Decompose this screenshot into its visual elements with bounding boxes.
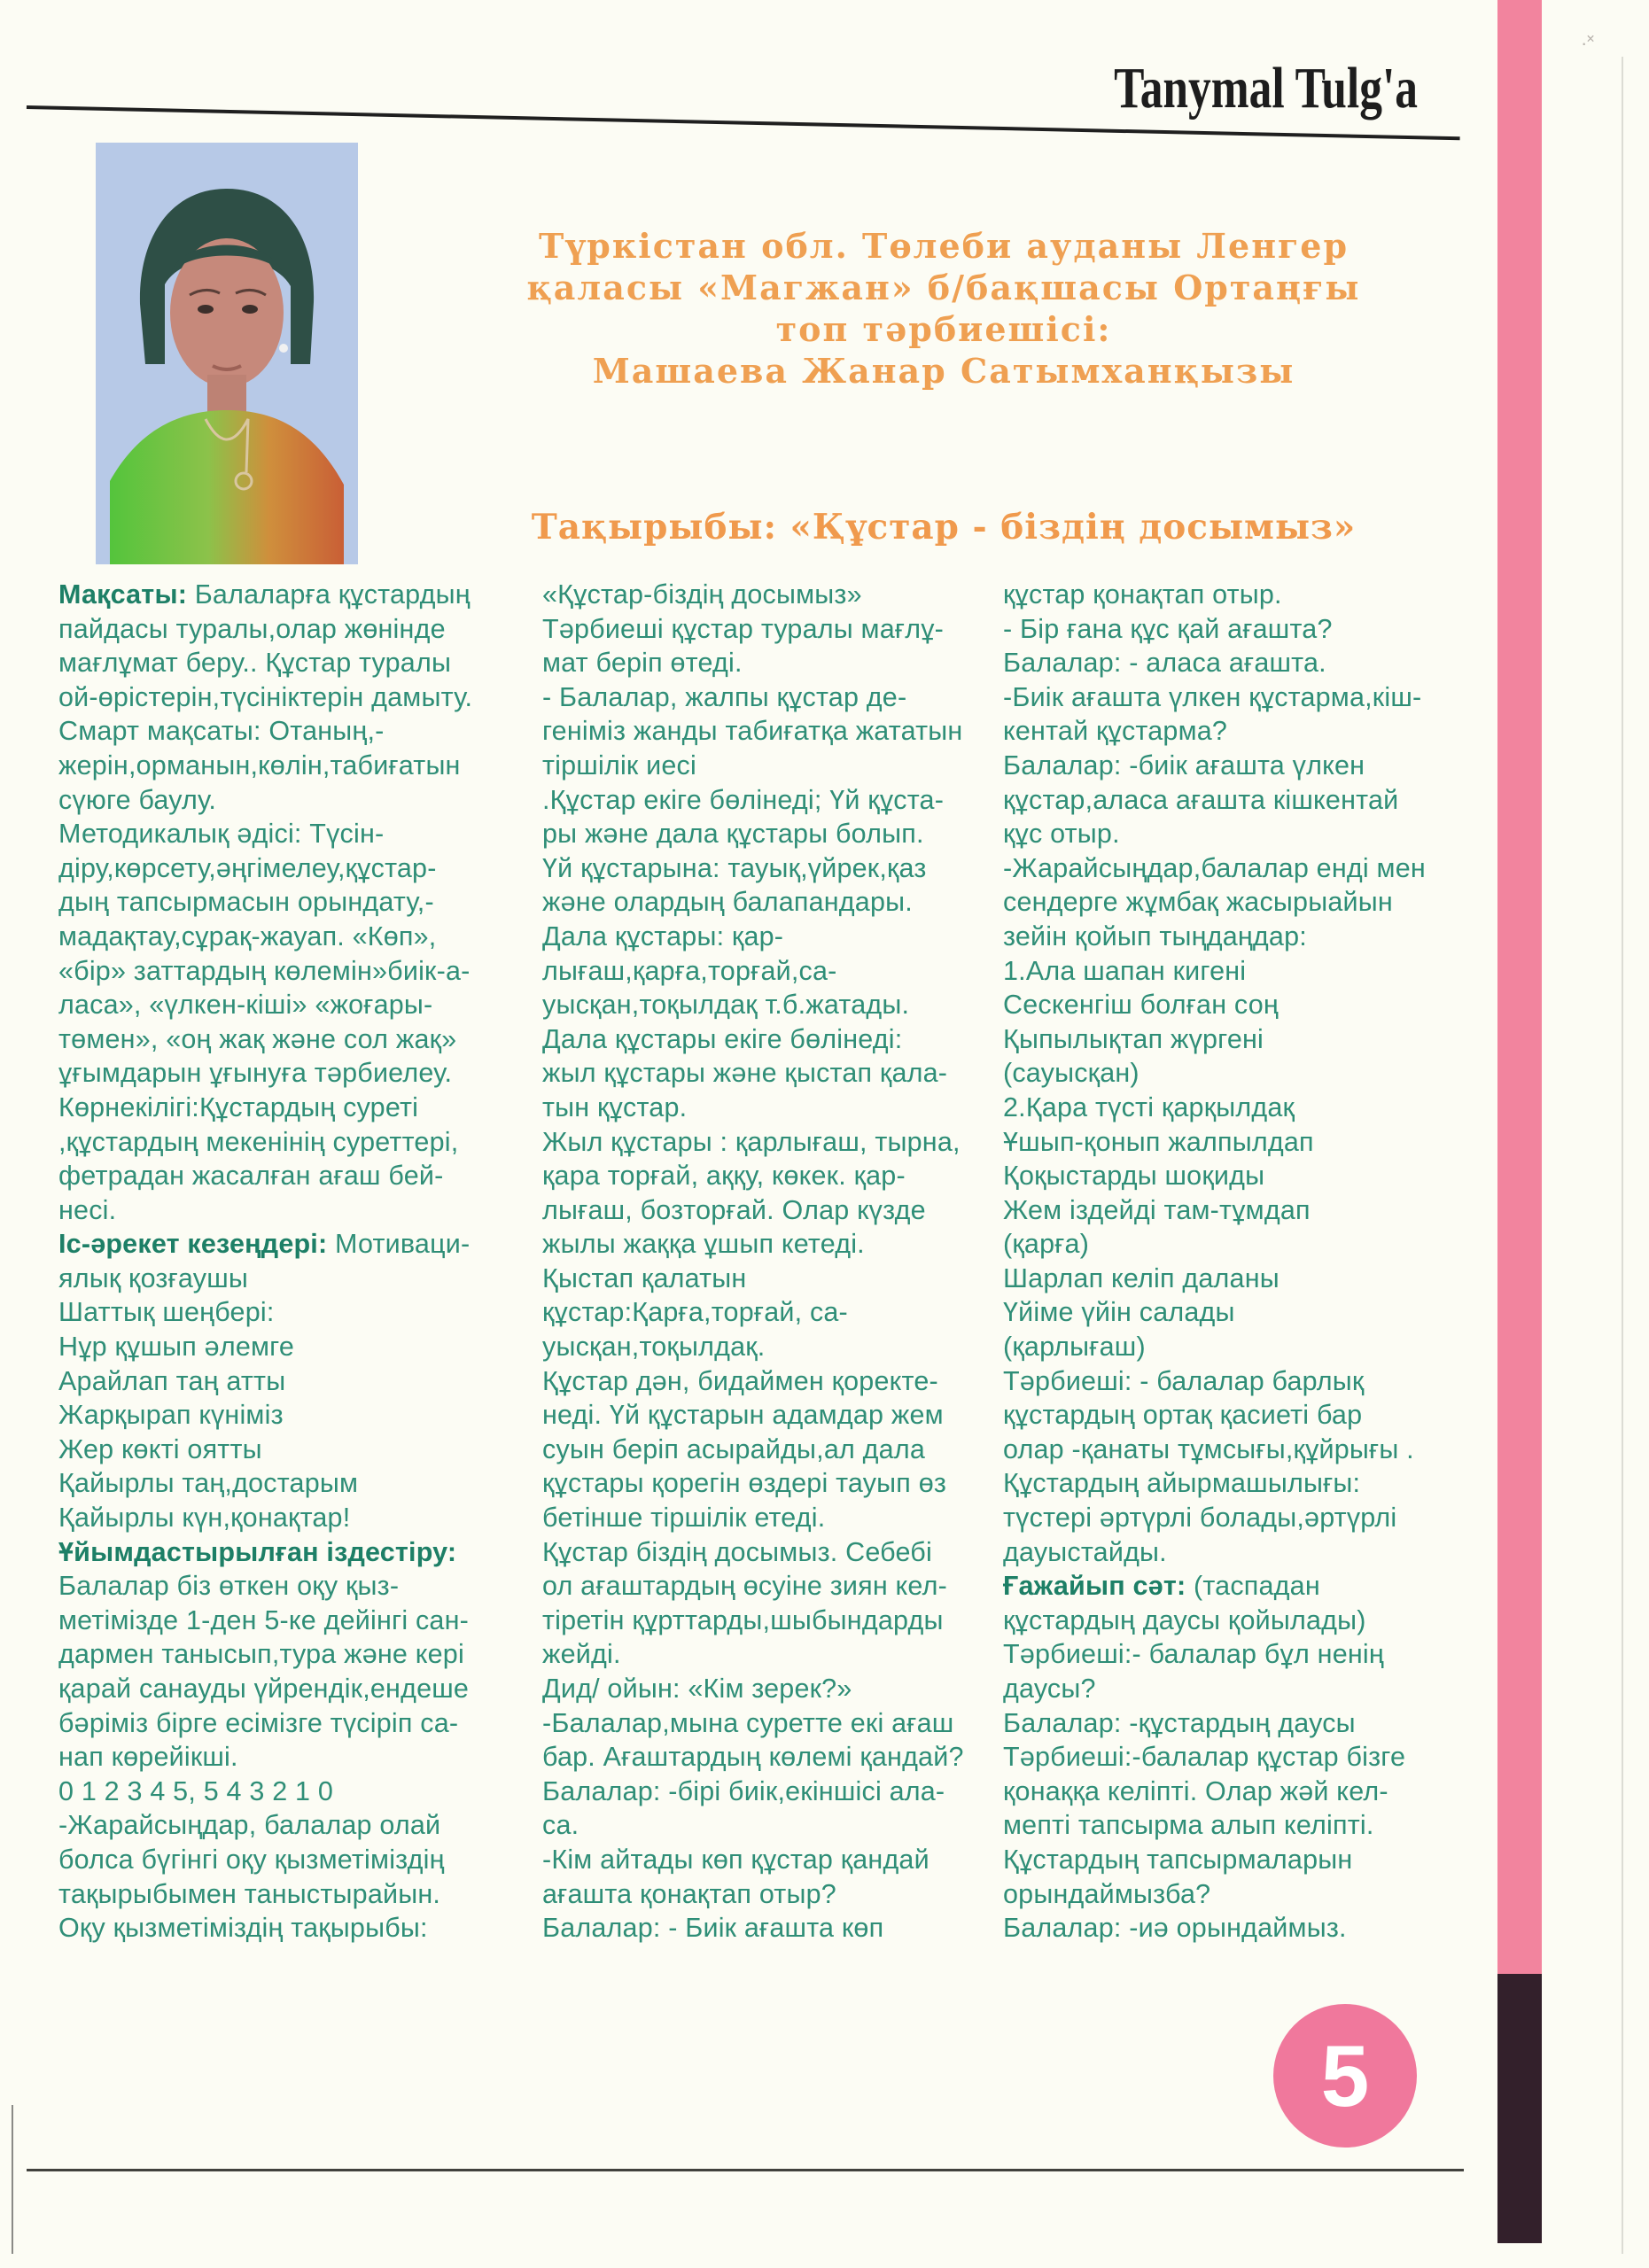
bottom-rule — [27, 2169, 1464, 2171]
text-line: -Кім айтады көп құстар қандай — [542, 1844, 930, 1875]
text-line: Құстар біздің досымыз. Себебі — [542, 1536, 932, 1567]
text-line: Балалар: - аласа ағашта. — [1003, 648, 1326, 679]
text-line: зейін қойып тыңдаңдар: — [1003, 920, 1307, 951]
text-line: құстар қонақтап отыр. — [1003, 579, 1282, 610]
text-line: құстары қорегін өздері тауып өз — [542, 1468, 947, 1499]
text-line: -Балалар,мына суретте екі ағаш — [542, 1707, 954, 1738]
text-line: ол ағаштардың өсуіне зиян кел- — [542, 1571, 947, 1602]
text-line: Нұр құшып әлемге — [58, 1332, 294, 1363]
text-line: Ұшып-қонып жалпылдап — [1003, 1126, 1314, 1157]
text-line: (қарға) — [1003, 1229, 1090, 1260]
text-line: құстардың даусы қойылады) — [1003, 1604, 1366, 1635]
page-edge-left — [12, 2105, 13, 2254]
text-line: уысқан,тоқылдақ. — [542, 1332, 766, 1363]
text-line: «бір» заттардың көлемін»биік-а- — [58, 955, 471, 986]
text-line: ялық қозғаушы — [58, 1262, 248, 1293]
text-line: қара торғай, аққу, көкек. қар- — [542, 1161, 906, 1192]
text-line: лығаш, бозторғай. Олар күзде — [542, 1194, 926, 1225]
text-line: несі. — [58, 1194, 117, 1225]
text-line: ұғымдарын ұғынуға тәрбиелеу. — [58, 1058, 453, 1089]
text-line: топ тәрбиешісі: — [775, 309, 1112, 349]
text-line: -Жарайсыңдар,балалар енді мен — [1003, 852, 1426, 883]
text-line: қаласы «Магжан» б/бақшасы Ортаңғы — [526, 268, 1361, 307]
text-line: .Құстар екіге бөлінеді; Үй құста- — [542, 784, 945, 815]
text-line: сүюге баулу. — [58, 784, 217, 815]
text-line: ағашта қонақтап отыр? — [542, 1878, 836, 1909]
text-line: (қарлығаш) — [1003, 1332, 1146, 1363]
text-line: -Биік ағашта үлкен құстарма,кіш- — [1003, 681, 1422, 712]
text-line: -Жарайсыңдар, балалар олай — [58, 1810, 441, 1841]
text-line: діру,көрсету,әңгімелеу,құстар- — [58, 852, 437, 883]
text-column-3 — [1003, 578, 1504, 1946]
text-line: Оқу қызметіміздің тақырыбы: — [58, 1913, 428, 1944]
text-line: Құстардың тапсырмаларын — [1003, 1844, 1353, 1875]
text-line: Машаева Жанар Сатымханқызы — [592, 351, 1295, 391]
text-line: са. — [542, 1810, 579, 1841]
text-line: Балалар: -құстардың даусы — [1003, 1707, 1356, 1738]
page-edge-right — [1622, 57, 1623, 2254]
text-line: фетрадан жасалған ағаш бей- — [58, 1161, 444, 1192]
text-line: жейді. — [542, 1639, 621, 1670]
text-line: мадақтау,сұрақ-жауап. «Көп», — [58, 920, 437, 951]
text-line: төмен», «оң жақ және сол жақ» — [58, 1023, 457, 1054]
text-line: қонаққа келіпті. Олар жәй кел- — [1003, 1775, 1388, 1806]
text-line: уысқан,тоқылдақ т.б.жатады. — [542, 990, 910, 1021]
text-line: болса бүгінгі оқу қызметіміздің — [58, 1844, 445, 1875]
eye-left — [198, 305, 214, 314]
page-number-badge — [1273, 2004, 1417, 2148]
text-line: пайдасы туралы,олар жөнінде — [58, 613, 446, 644]
text-line: суын беріп асырайды,ал дала — [542, 1433, 925, 1464]
text-line: ,құстардың мекенінің суреттері, — [58, 1126, 459, 1157]
text-line: дың тапсырмасын орындату,- — [58, 887, 434, 918]
text-line: кентай құстарма? — [1003, 716, 1228, 747]
text-line: Балалар: - Биік ағашта көп — [542, 1913, 884, 1944]
text-line: құстар:Қарға,торғай, са- — [542, 1297, 848, 1328]
text-line: Тәрбиеші: - балалар барлық — [1003, 1365, 1365, 1396]
text-line: Методикалық әдісі: Түсін- — [58, 819, 385, 850]
text-line: құс отыр. — [1003, 819, 1120, 850]
text-line: Үй құстарына: тауық,үйрек,қаз — [542, 852, 927, 883]
text-line: олар -қанаты тұмсығы,құйрығы . — [1003, 1433, 1414, 1464]
magazine-title: Tanymal Tulg'a — [1114, 56, 1418, 120]
text-line: бар. Ағаштардың көлемі қандай? — [542, 1742, 964, 1773]
text-line: дауыстайды. — [1003, 1536, 1167, 1567]
text-line: - Балалар, жалпы құстар де- — [542, 681, 907, 712]
text-line: Балалар: -иә орындаймыз. — [1003, 1913, 1347, 1944]
text-line: 0 1 2 3 4 5, 5 4 3 2 1 0 — [58, 1775, 334, 1806]
text-line: түстері әртүрлі болады,әртүрлі — [1003, 1503, 1397, 1534]
text-line: жыл құстары және қыстап қала- — [542, 1058, 948, 1089]
text-line: Балалар біз өткен оқу қыз- — [58, 1571, 400, 1602]
text-line: тақырыбымен таныстырайын. — [58, 1878, 441, 1909]
text-line: Құстар дән, бидаймен қоректе- — [542, 1365, 938, 1396]
text-line: Құстардың айырмашылығы: — [1003, 1468, 1361, 1499]
text-line: Балалар: -биік ағашта үлкен — [1003, 750, 1365, 781]
text-line: Балалар: -бірі биік,екіншісі ала- — [542, 1775, 945, 1806]
text-line: неді. Үй құстарын адамдар жем — [542, 1400, 944, 1431]
text-line: сендерге жұмбақ жасырыайын — [1003, 887, 1393, 918]
page-number: 5 — [1320, 2026, 1370, 2124]
text-line: Мақсаты: Балаларға құстардың — [58, 579, 471, 610]
text-line: - Бір ғана құс қай ағашта? — [1003, 613, 1333, 644]
text-line: Түркістан обл. Төлеби ауданы Ленгер — [538, 226, 1350, 266]
text-line: Шаттық шеңбері: — [58, 1297, 275, 1328]
text-line: Смарт мақсаты: Отаның,- — [58, 716, 385, 747]
text-line: 1.Ала шапан кигені — [1003, 955, 1247, 986]
text-line: мат беріп өтеді. — [542, 648, 743, 679]
text-line: 2.Қара түсті қарқылдақ — [1003, 1091, 1295, 1122]
text-line: Дала құстары: қар- — [542, 920, 784, 951]
text-line: бетінше тіршілік етеді. — [542, 1503, 826, 1534]
text-line: Жыл құстары : қарлығаш, тырна, — [542, 1126, 961, 1157]
text-line: Қыпылықтап жүргені — [1003, 1023, 1264, 1054]
right-accent-stripe-dark — [1497, 1974, 1542, 2243]
text-line: (сауысқан) — [1003, 1058, 1140, 1089]
text-line: тіретін құрттарды,шыбындарды — [542, 1604, 944, 1635]
text-line: жерін,орманын,көлін,табиғатын — [58, 750, 461, 781]
text-line: Тәрбиеші құстар туралы мағлұ- — [542, 613, 945, 644]
text-line: құстардың ортақ қасиеті бар — [1003, 1400, 1363, 1431]
text-line: Жер көкті оятты — [58, 1433, 262, 1464]
text-line: Шарлап келіп даланы — [1003, 1262, 1280, 1293]
text-line: тіршілік иесі — [542, 750, 696, 781]
text-column-1 — [58, 578, 541, 1946]
right-accent-stripe — [1497, 0, 1542, 1974]
text-line: құстар,аласа ағашта кішкентай — [1003, 784, 1399, 815]
text-column-2 — [542, 578, 1012, 1946]
text-line: даусы? — [1003, 1674, 1096, 1704]
text-line: Жем іздейді там-тұмдап — [1003, 1194, 1311, 1225]
text-line: Үйіме үйін салады — [1003, 1297, 1235, 1328]
text-line: Дала құстары екіге бөлінеді: — [542, 1023, 903, 1054]
text-line: Сескенгіш болған соң — [1003, 990, 1279, 1021]
text-line: Дид/ ойын: «Кім зерек?» — [542, 1674, 852, 1704]
text-line: Қоқыстарды шоқиды — [1003, 1161, 1265, 1192]
text-line: Ғажайып сәт: (таспадан — [1003, 1571, 1320, 1602]
text-line: Тәрбиеші:-балалар құстар бізге — [1003, 1742, 1406, 1773]
text-line: Қайырлы таң,достарым — [58, 1468, 359, 1499]
text-line: мағлұмат беру.. Құстар туралы — [58, 648, 452, 679]
topic-heading: Тақырыбы: «Құстар - біздің досымыз» — [531, 507, 1357, 548]
text-line: Қыстап қалатын — [542, 1262, 747, 1293]
text-line: ласа», «үлкен-кіші» «жоғары- — [58, 990, 433, 1021]
text-line: Қайырлы күн,қонақтар! — [58, 1503, 351, 1534]
portrait-photo — [96, 143, 358, 564]
text-line: қарай санауды үйрендік,ендеше — [58, 1674, 470, 1704]
text-line: метімізде 1-ден 5-ке дейінгі сан- — [58, 1604, 469, 1635]
text-line: тын құстар. — [542, 1091, 688, 1122]
text-line: ой-өрістерін,түсініктерін дамыту. — [58, 681, 473, 712]
text-line: «Құстар-біздің досымыз» — [542, 579, 862, 610]
text-line: нап көрейікші. — [58, 1742, 238, 1773]
text-line: және олардың балапандары. — [542, 887, 913, 918]
text-line: жылы жаққа ұшып кетеді. — [542, 1229, 865, 1260]
text-line: геніміз жанды табиғатқа жататын — [542, 716, 963, 747]
text-line: Арайлап таң атты — [58, 1365, 286, 1396]
text-line: Тәрбиеші:- балалар бұл ненің — [1003, 1639, 1384, 1670]
text-line: лығаш,қарға,торғай,са- — [542, 955, 837, 986]
text-line: Іс-әрекет кезеңдері: Мотиваци- — [58, 1229, 471, 1260]
text-line: Көрнекілігі:Құстардың суреті — [58, 1091, 419, 1122]
text-line: дармен танысып,тура және кері — [58, 1639, 464, 1670]
text-line: Жарқырап күніміз — [58, 1400, 284, 1431]
text-line: орындаймызба? — [1003, 1878, 1211, 1909]
eye-right — [242, 305, 258, 314]
earring — [279, 344, 288, 353]
text-line: мепті тапсырма алып келіпті. — [1003, 1810, 1374, 1841]
scan-artifact: ·˟ — [1581, 32, 1594, 54]
text-line: бәріміз бірге есімізге түсіріп са- — [58, 1707, 459, 1738]
text-line: ры және дала құстары болып. — [542, 819, 924, 850]
text-line: Ұйымдастырылған іздестіру: — [58, 1536, 457, 1567]
byline — [372, 225, 1515, 392]
